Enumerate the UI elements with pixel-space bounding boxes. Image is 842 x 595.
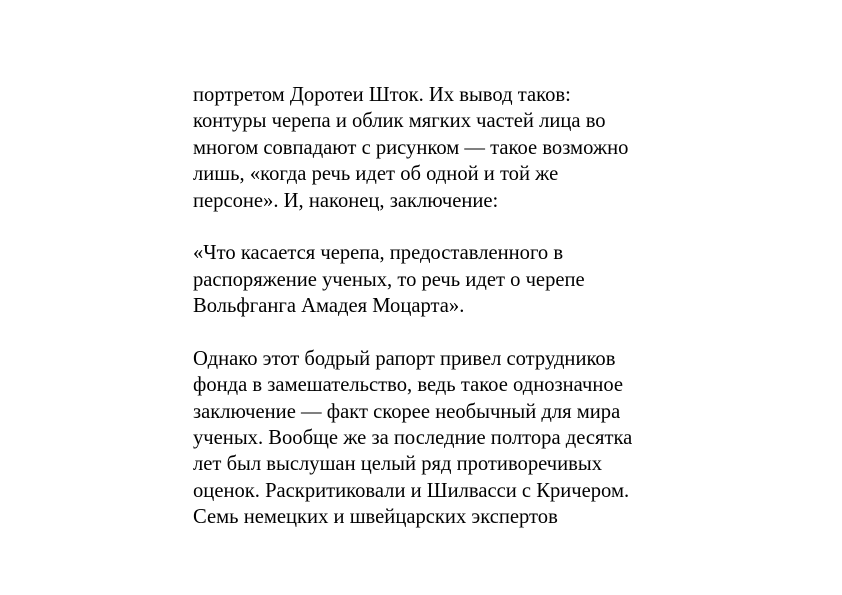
text-line: персоне». И, наконец, заключение: [193,189,499,212]
text-line: портретом Доротеи Шток. Их вывод таков: [193,84,571,106]
text-line: Семь немецких и швейцарских экспертов [193,506,558,529]
body-text [193,82,713,531]
text-line: контуры черепа и облик мягких частей лица во [193,110,606,133]
text-line: Однако этот бодрый рапорт привел сотрудников [193,347,616,370]
text-line: лишь, «когда речь идет об одной и той же [193,163,559,186]
text-line: «Что касается черепа, предоставленного в [193,242,564,265]
text-line: многом совпадают с рисунком — такое возможно [193,136,629,159]
paragraph-3 [193,346,713,531]
paragraph-1 [193,82,713,214]
text-line: распоряжение ученых, то речь идет о черепе [193,268,585,291]
text-line: ученых. Вообще же за последние полтора десятка [193,427,633,450]
paragraph-2-quote [193,240,713,319]
text-line: фонда в замешательство, ведь такое однозначное [193,374,624,397]
text-line: оценок. Раскритиковали и Шилвасси с Кричером. [193,479,630,502]
text-line: Вольфганга Амадея Моцарта». [193,295,465,318]
text-line: заключение — факт скорее необычный для мира [193,400,621,423]
text-line: лет был выслушан целый ряд противоречивых [193,453,602,476]
